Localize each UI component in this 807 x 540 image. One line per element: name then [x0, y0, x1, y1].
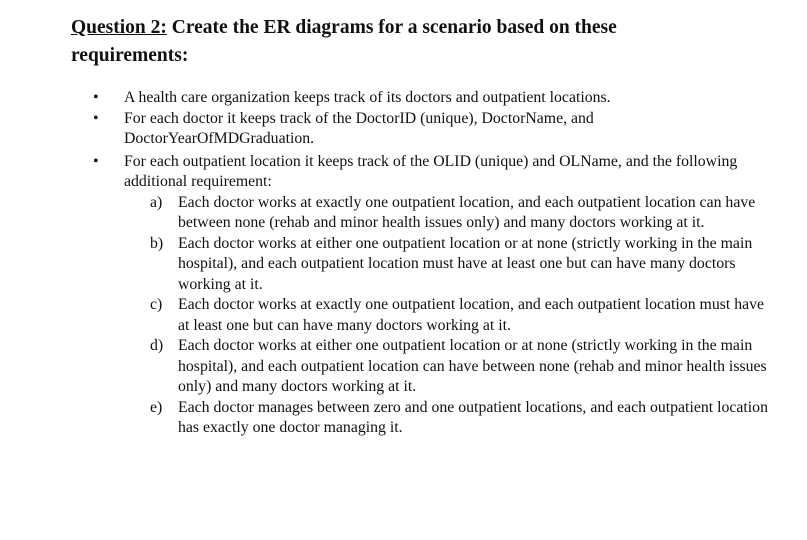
- scenario-text: Each doctor works at exactly one outpatient location, and each outpatient location must have at least one but can have many doctors working at it.: [178, 296, 765, 334]
- scenario-marker: c): [150, 296, 163, 313]
- bullet-item: [0, 109, 774, 150]
- question-heading: [71, 14, 771, 70]
- bullet-text: For each doctor it keeps track of the DoctorID (unique), DoctorName, and DoctorYearOfMDGraduation.: [124, 109, 594, 147]
- scenario-sublist: [124, 193, 774, 439]
- bullet-item: [0, 88, 774, 109]
- bullet-item: [0, 152, 774, 439]
- question-title-line2: requirements:: [71, 45, 189, 66]
- scenario-text: Each doctor manages between zero and one outpatient locations, and each outpatient location has exactly one doctor managing it.: [178, 398, 768, 436]
- bullet-dot-icon: •: [93, 109, 99, 127]
- bullet-text: A health care organization keeps track of its doctors and outpatient locations.: [124, 89, 611, 106]
- scenario-text: Each doctor works at either one outpatient location or at none (strictly working in the main hospital), and each outpatient location can have between none (rehab and minor health issues only) and many doctors working at it.: [178, 337, 767, 395]
- scenario-marker: e): [150, 398, 163, 416]
- scenario-item-e: [124, 398, 770, 439]
- bullet-text: For each outpatient location it keeps track of the OLID (unique) and OLName, and the following additional requirement:: [124, 152, 738, 190]
- scenario-marker: b): [150, 234, 164, 252]
- scenario-marker: d): [150, 337, 164, 354]
- scenario-text: Each doctor works at exactly one outpatient location, and each outpatient location can have between none (rehab and minor health issues only) and many doctors working at it.: [178, 193, 756, 231]
- scenario-marker: a): [150, 193, 163, 211]
- bullet-dot-icon: •: [93, 152, 99, 170]
- scenario-item-a: [124, 193, 770, 234]
- scenario-item-c: [124, 295, 770, 336]
- scenario-text: Each doctor works at either one outpatient location or at none (strictly working in the main hospital), and each outpatient location must have at least one but can have many doctors working at it.: [178, 234, 753, 293]
- scenario-item-d: [124, 336, 770, 398]
- requirements-bullet-list: [0, 88, 807, 439]
- bullet-dot-icon: •: [93, 89, 99, 106]
- scenario-item-b: [124, 234, 770, 296]
- question-number: Question 2:: [71, 17, 167, 38]
- question-title-line1: Create the ER diagrams for a scenario based on these: [166, 17, 617, 38]
